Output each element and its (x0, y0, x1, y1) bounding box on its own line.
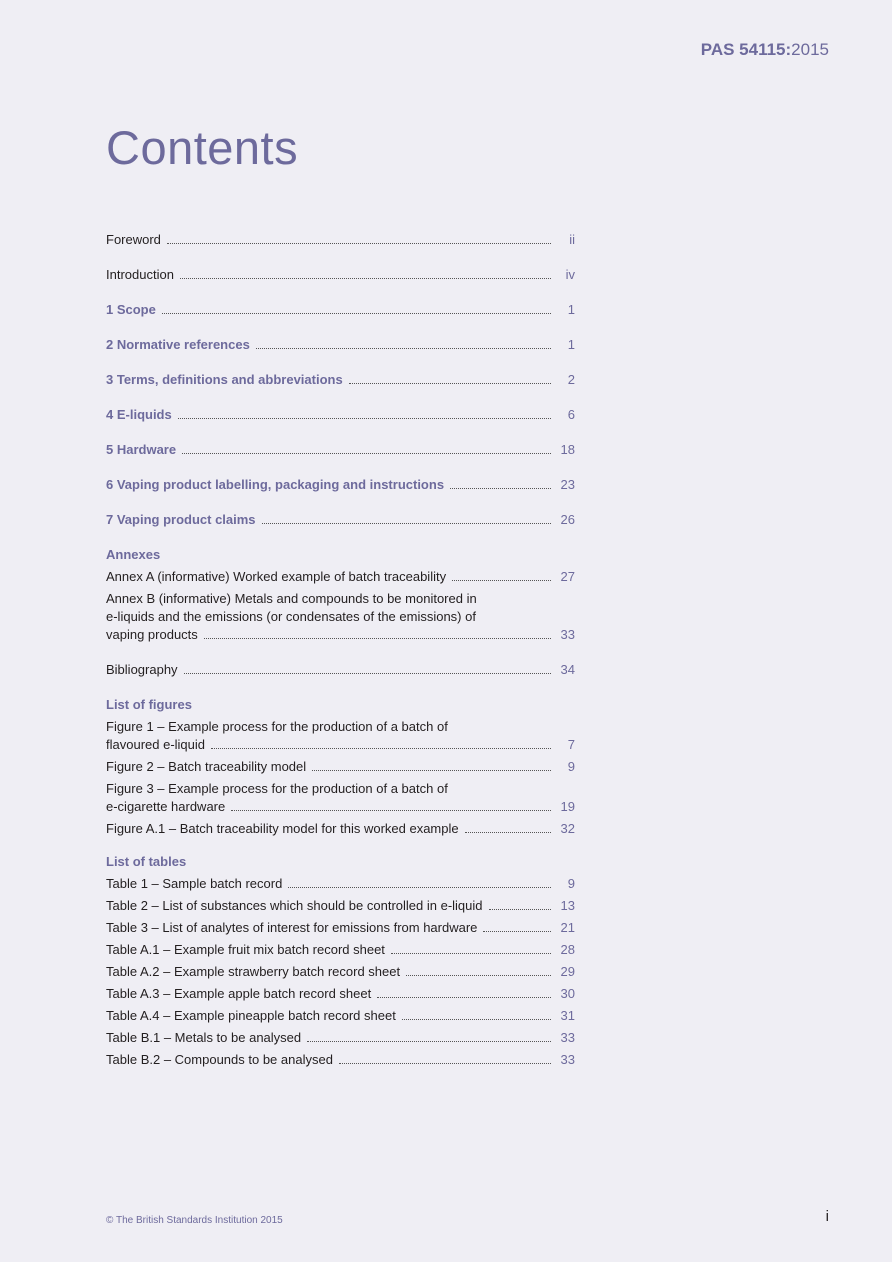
toc-entry-label: 7 Vaping product claims (106, 512, 256, 527)
leader-dots (406, 975, 551, 976)
toc-page-number: 6 (567, 407, 575, 422)
toc-entry-label: Foreword (106, 232, 161, 247)
toc-entry-annex-b-line-2: e-liquids and the emissions (or condensates of the emissions) of (106, 609, 476, 624)
toc-entry-label: Table B.2 – Compounds to be analysed (106, 1052, 333, 1067)
leader-dots (211, 748, 551, 749)
toc-entry-label: Bibliography (106, 662, 178, 677)
document-year: 2015 (791, 40, 829, 59)
toc-entry-table[interactable] (106, 1007, 575, 1025)
leader-dots (402, 1019, 551, 1020)
toc-entry-label: Table 1 – Sample batch record (106, 876, 283, 891)
toc-entry-figure-1-line-1: Figure 1 – Example process for the production of a batch of (106, 719, 448, 734)
table-of-contents (106, 231, 575, 1069)
toc-entry-annex-b-line-1: Annex B (informative) Metals and compounds to be monitored in (106, 591, 477, 606)
toc-entry-label: Table A.1 – Example fruit mix batch record sheet (106, 942, 385, 957)
toc-page-number: 33 (560, 627, 575, 642)
toc-entry-introduction[interactable] (106, 266, 575, 284)
toc-page-number: 1 (567, 337, 575, 352)
toc-entry-clause-6[interactable] (106, 476, 575, 494)
toc-page-number: 9 (567, 876, 575, 891)
toc-entry-figure-2[interactable] (106, 758, 575, 776)
leader-dots (256, 348, 551, 349)
copyright-notice: © The British Standards Institution 2015 (106, 1215, 283, 1226)
leader-dots (162, 313, 551, 314)
toc-entry-clause-5[interactable] (106, 441, 575, 459)
toc-entry-table[interactable] (106, 1051, 575, 1069)
toc-entry-table[interactable] (106, 963, 575, 981)
toc-entry-figure-a1[interactable] (106, 820, 575, 838)
toc-entry-table[interactable] (106, 919, 575, 937)
toc-page-number: 33 (560, 1030, 575, 1045)
toc-entry-label: 5 Hardware (106, 442, 177, 457)
toc-entry-annex-b[interactable] (106, 626, 575, 644)
toc-entry-clause-1[interactable] (106, 301, 575, 319)
toc-entry-label: 4 E-liquids (106, 407, 172, 422)
toc-entry-figure-3[interactable] (106, 798, 575, 816)
toc-entry-label: e-cigarette hardware (106, 799, 226, 814)
toc-entry-label: Table 3 – List of analytes of interest for emissions from hardware (106, 920, 478, 935)
toc-page-number: 19 (560, 799, 575, 814)
toc-entry-label: Annex A (informative) Worked example of batch traceability (106, 569, 447, 584)
annexes-heading: Annexes (106, 547, 161, 562)
toc-entry-label: Figure 2 – Batch traceability model (106, 759, 307, 774)
leader-dots (465, 832, 551, 833)
leader-dots (489, 909, 551, 910)
toc-entry-label: Introduction (106, 267, 174, 282)
toc-page-number: 34 (560, 662, 575, 677)
toc-entry-figure-3-line-1: Figure 3 – Example process for the production of a batch of (106, 781, 448, 796)
toc-page-number: 30 (560, 986, 575, 1001)
toc-entry-label: 3 Terms, definitions and abbreviations (106, 372, 343, 387)
leader-dots (483, 931, 551, 932)
toc-page-number: 13 (560, 898, 575, 913)
leader-dots (339, 1063, 551, 1064)
leader-dots (391, 953, 551, 954)
leader-dots (182, 453, 551, 454)
toc-entry-table[interactable] (106, 1029, 575, 1047)
toc-page-number: 2 (567, 372, 575, 387)
toc-entry-label: flavoured e-liquid (106, 737, 206, 752)
leader-dots (231, 810, 551, 811)
leader-dots (307, 1041, 551, 1042)
toc-entry-foreword[interactable] (106, 231, 575, 249)
toc-entry-figure-1[interactable] (106, 736, 575, 754)
toc-entry-table[interactable] (106, 897, 575, 915)
toc-entry-label: Table 2 – List of substances which should be controlled in e-liquid (106, 898, 483, 913)
toc-entry-table[interactable] (106, 875, 575, 893)
toc-entry-label: Table B.1 – Metals to be analysed (106, 1030, 302, 1045)
toc-entry-table[interactable] (106, 941, 575, 959)
toc-page-number: 21 (560, 920, 575, 935)
leader-dots (167, 243, 551, 244)
toc-entry-clause-2[interactable] (106, 336, 575, 354)
leader-dots (450, 488, 551, 489)
toc-entry-clause-3[interactable] (106, 371, 575, 389)
figures-heading: List of figures (106, 697, 192, 712)
leader-dots (349, 383, 551, 384)
toc-entry-label: Figure A.1 – Batch traceability model for this worked example (106, 821, 459, 836)
toc-page-number: 18 (560, 442, 575, 457)
tables-heading: List of tables (106, 854, 187, 869)
toc-entry-clause-4[interactable] (106, 406, 575, 424)
toc-page-number: ii (569, 232, 575, 247)
toc-page-number: 23 (560, 477, 575, 492)
page-title: Contents (106, 121, 299, 174)
toc-page-number: 26 (560, 512, 575, 527)
toc-entry-label: vaping products (106, 627, 198, 642)
toc-page-number: 32 (560, 821, 575, 836)
toc-entry-clause-7[interactable] (106, 511, 575, 529)
toc-entry-label: Table A.2 – Example strawberry batch record sheet (106, 964, 401, 979)
toc-page-number: 28 (560, 942, 575, 957)
toc-page-number: 1 (567, 302, 575, 317)
leader-dots (184, 673, 551, 674)
toc-entry-label: 6 Vaping product labelling, packaging and instructions (106, 477, 445, 492)
leader-dots (312, 770, 551, 771)
toc-entry-annex-a[interactable] (106, 568, 575, 586)
toc-page-number: 27 (560, 569, 575, 584)
toc-entry-label: Table A.4 – Example pineapple batch record sheet (106, 1008, 396, 1023)
toc-page-number: 29 (560, 964, 575, 979)
leader-dots (204, 638, 551, 639)
document-reference (701, 40, 829, 60)
toc-page-number: 33 (560, 1052, 575, 1067)
toc-entry-table[interactable] (106, 985, 575, 1003)
document-code: PAS 54115: (700, 40, 792, 59)
leader-dots (178, 418, 551, 419)
leader-dots (262, 523, 551, 524)
toc-page-number: 31 (560, 1008, 575, 1023)
toc-entry-label: 2 Normative references (106, 337, 250, 352)
toc-page-number: iv (565, 267, 575, 282)
leader-dots (180, 278, 551, 279)
toc-entry-label: Table A.3 – Example apple batch record sheet (106, 986, 372, 1001)
toc-page-number: 7 (567, 737, 575, 752)
leader-dots (377, 997, 551, 998)
toc-entry-label: 1 Scope (106, 302, 156, 317)
toc-entry-bibliography[interactable] (106, 661, 575, 679)
toc-page-number: 9 (567, 759, 575, 774)
leader-dots (452, 580, 551, 581)
page-number: i (825, 1208, 829, 1225)
leader-dots (288, 887, 551, 888)
